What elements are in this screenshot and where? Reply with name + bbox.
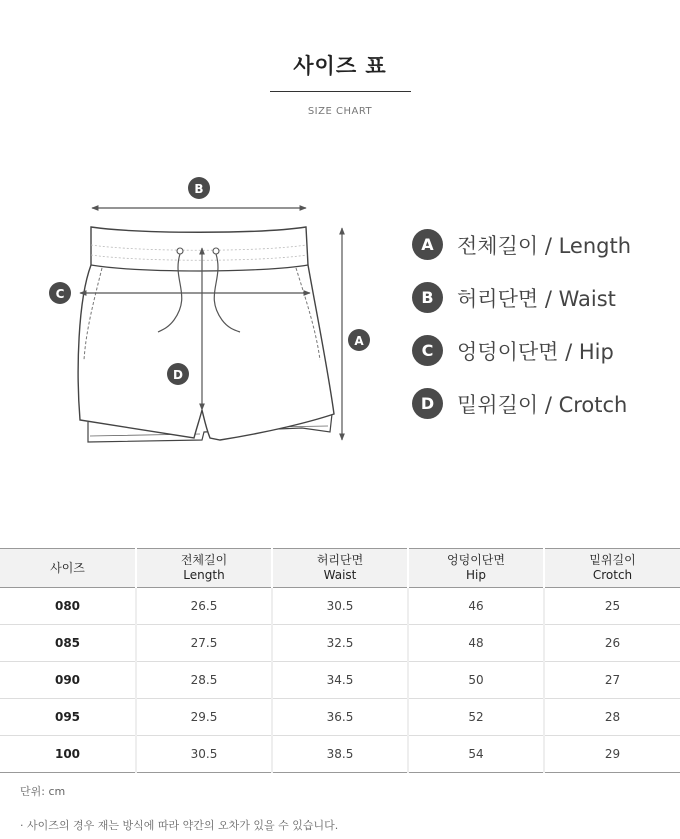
page-subtitle: SIZE CHART	[307, 106, 373, 117]
cell-hip: 52	[408, 699, 544, 736]
header-size: 사이즈	[0, 549, 136, 588]
cell-hip: 46	[408, 588, 544, 625]
svg-text:B: B	[194, 182, 204, 196]
cell-size: 080	[0, 588, 136, 625]
cell-length: 30.5	[136, 736, 272, 773]
cell-length: 29.5	[136, 699, 272, 736]
header-waist: 허리단면 Waist	[272, 549, 408, 588]
left-eyelet	[177, 248, 183, 254]
legend-item-length	[412, 229, 631, 260]
cell-hip: 48	[408, 625, 544, 662]
legend-item-waist	[412, 282, 631, 313]
unit-note: 단위: cm	[20, 785, 66, 798]
legend-marker-b: B	[412, 282, 443, 313]
cell-size: 095	[0, 699, 136, 736]
right-eyelet	[213, 248, 219, 254]
page-title: 사이즈 표	[293, 54, 387, 78]
marker-b	[188, 177, 210, 199]
title-divider	[270, 91, 411, 92]
measurement-legend	[412, 229, 631, 441]
legend-marker-c: C	[412, 335, 443, 366]
svg-text:A: A	[354, 334, 364, 348]
cell-waist: 36.5	[272, 699, 408, 736]
cell-size: 085	[0, 625, 136, 662]
header-hip: 엉덩이단면 Hip	[408, 549, 544, 588]
table-row	[0, 625, 680, 662]
cell-size: 090	[0, 662, 136, 699]
table-row	[0, 736, 680, 773]
legend-label-crotch: 밑위길이 / Crotch	[457, 392, 628, 417]
cell-crotch: 26	[544, 625, 680, 662]
legend-marker-a: A	[412, 229, 443, 260]
legend-label-waist: 허리단면 / Waist	[457, 286, 616, 311]
marker-c	[49, 282, 71, 304]
cell-hip: 50	[408, 662, 544, 699]
cell-crotch: 29	[544, 736, 680, 773]
cell-crotch: 27	[544, 662, 680, 699]
cell-length: 26.5	[136, 588, 272, 625]
table-row	[0, 588, 680, 625]
cell-waist: 38.5	[272, 736, 408, 773]
svg-text:D: D	[173, 368, 183, 382]
cell-crotch: 28	[544, 699, 680, 736]
size-table	[0, 548, 680, 773]
shorts-outline	[78, 227, 334, 440]
cell-hip: 54	[408, 736, 544, 773]
marker-d	[167, 363, 189, 385]
cell-waist: 34.5	[272, 662, 408, 699]
legend-marker-d: D	[412, 388, 443, 419]
table-row	[0, 662, 680, 699]
cell-length: 28.5	[136, 662, 272, 699]
legend-label-hip: 엉덩이단면 / Hip	[457, 339, 614, 364]
cell-waist: 32.5	[272, 625, 408, 662]
legend-label-length: 전체길이 / Length	[457, 233, 632, 258]
marker-a	[348, 329, 370, 351]
cell-length: 27.5	[136, 625, 272, 662]
cell-waist: 30.5	[272, 588, 408, 625]
cell-crotch: 25	[544, 588, 680, 625]
shorts-diagram	[40, 170, 380, 460]
table-header-row	[0, 549, 680, 588]
legend-item-crotch	[412, 388, 631, 419]
svg-text:C: C	[55, 287, 65, 301]
measurement-disclaimer: · 사이즈의 경우 재는 방식에 따라 약간의 오차가 있을 수 있습니다.	[20, 819, 339, 832]
table-row	[0, 699, 680, 736]
header-crotch: 밑위길이 Crotch	[544, 549, 680, 588]
cell-size: 100	[0, 736, 136, 773]
legend-item-hip	[412, 335, 631, 366]
header-length: 전체길이 Length	[136, 549, 272, 588]
